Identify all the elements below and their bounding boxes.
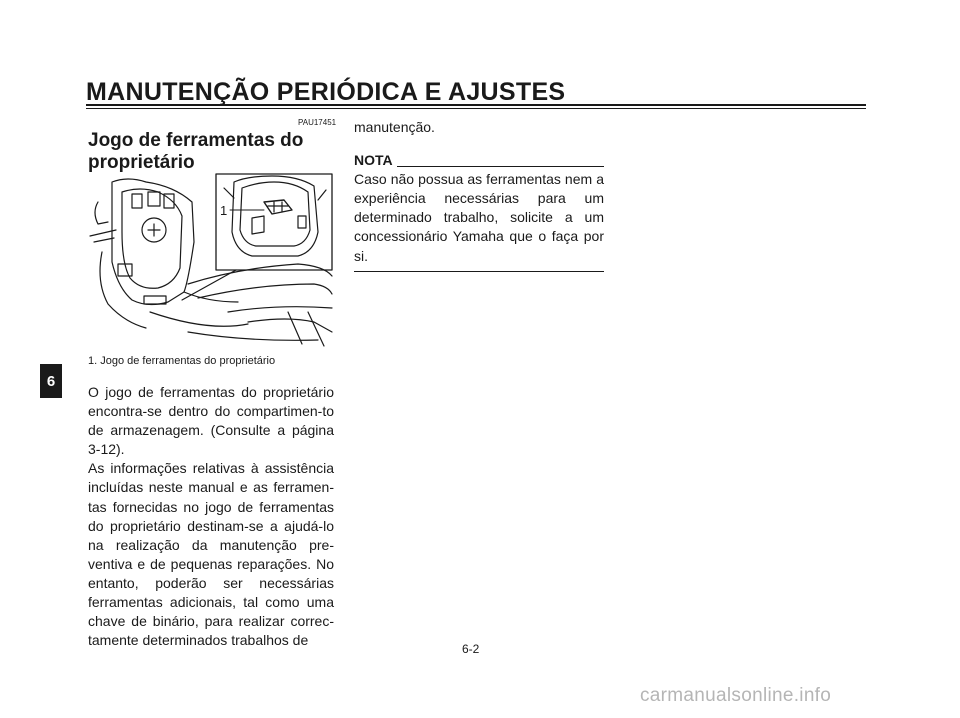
page-title: MANUTENÇÃO PERIÓDICA E AJUSTES (86, 78, 566, 106)
body-text-right (354, 118, 604, 272)
note-header (354, 151, 604, 170)
figure-callout-number: 1 (220, 203, 228, 218)
header-rule-thin (86, 108, 866, 109)
continuation-text: manutenção. (354, 119, 435, 135)
scooter-body-drawing (188, 264, 332, 346)
page-number: 6-2 (462, 642, 480, 656)
chapter-tab (40, 364, 62, 398)
header-rule (86, 104, 866, 106)
chapter-number: 6 (46, 372, 56, 390)
body-paragraph-2: As informações relativas à assistência incluídas neste manual e as ferramen-tas fornecidas no jogo de ferramentas do proprietário destinam-se a ajudá-lo na realização da manutenção pre-ventiva e de pequenas reparações. No entanto, poderão ser necessárias ferramentas adicionais, tal como uma chave de binário, para realizar correc-tamente determinados trabalhos de (88, 460, 334, 649)
section-heading: Jogo de ferramentas do proprietário (88, 130, 304, 173)
body-paragraph-1: O jogo de ferramentas do proprietário encontra-se dentro do compartimen-to de armazenagem. (Consulte a página 3-12). (88, 384, 334, 458)
section-code: PAU17451 (298, 118, 337, 127)
body-text-left (88, 383, 334, 650)
note-label: NOTA (354, 152, 393, 169)
watermark: carmanualsonline.info (640, 685, 832, 706)
note-header-rule (397, 166, 604, 167)
toolkit-inset-drawing (216, 174, 332, 270)
toolkit-illustration (88, 172, 334, 347)
figure-caption: 1. Jogo de ferramentas do proprietário (88, 355, 276, 367)
storage-compartment-drawing (90, 179, 248, 328)
note-end-rule (354, 271, 604, 272)
note-text: Caso não possua as ferramentas nem a experiência necessárias para um determinado trabalho, solicite a um concessionário Yamaha que o faça por si. (354, 171, 604, 264)
